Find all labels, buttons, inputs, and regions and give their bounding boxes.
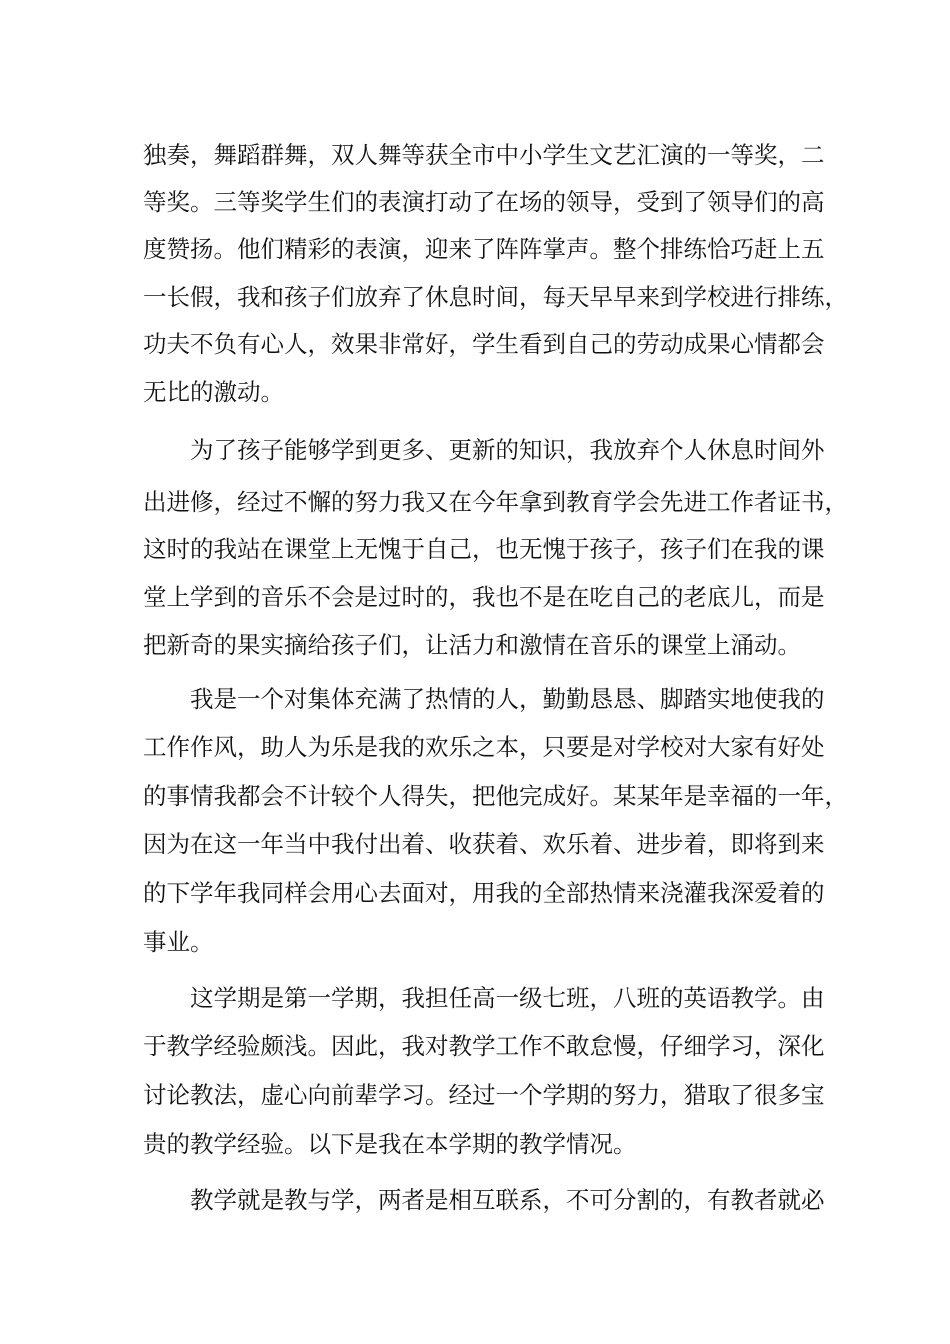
paragraph-first-line: 教学就是教与学，两者是相互联系，不可分割的，有教者就必 [190, 1186, 825, 1214]
text-line: 独奏，舞蹈群舞，双人舞等获全市中小学生文艺汇演的一等奖，二 [143, 141, 825, 169]
text-line: 事业。 [143, 928, 214, 956]
text-line: 一长假，我和孩子们放弃了休息时间，每天早早来到学校进行排练， [143, 283, 848, 311]
text-line: 于教学经验颇浅。因此，我对教学工作不敢怠慢，仔细学习，深化 [143, 1032, 825, 1060]
text-line: 的下学年我同样会用心去面对，用我的全部热情来浇灌我深爱着的 [143, 879, 825, 907]
paragraph-first-line: 为了孩子能够学到更多、更新的知识，我放弃个人休息时间外 [190, 436, 825, 464]
text-line: 度赞扬。他们精彩的表演，迎来了阵阵掌声。整个排练恰巧赶上五 [143, 235, 825, 263]
text-line: 出进修，经过不懈的努力我又在今年拿到教育学会先进工作者证书， [143, 488, 848, 516]
text-line: 工作作风，助人为乐是我的欢乐之本，只要是对学校对大家有好处 [143, 733, 825, 761]
text-line: 无比的激动。 [143, 378, 284, 406]
text-line: 把新奇的果实摘给孩子们，让活力和激情在音乐的课堂上涌动。 [143, 631, 801, 659]
paragraph-first-line: 这学期是第一学期，我担任高一级七班，八班的英语教学。由 [190, 984, 825, 1012]
text-line: 等奖。三等奖学生们的表演打动了在场的领导，受到了领导们的高 [143, 188, 825, 216]
text-line: 堂上学到的音乐不会是过时的，我也不是在吃自己的老底儿，而是 [143, 583, 825, 611]
text-line: 这时的我站在课堂上无愧于自己，也无愧于孩子，孩子们在我的课 [143, 535, 825, 563]
text-line: 因为在这一年当中我付出着、收获着、欢乐着、进步着，即将到来 [143, 830, 825, 858]
paragraph-first-line: 我是一个对集体充满了热情的人，勤勤恳恳、脚踏实地使我的 [190, 685, 825, 713]
text-line: 贵的教学经验。以下是我在本学期的教学情况。 [143, 1130, 637, 1158]
text-line: 功夫不负有心人，效果非常好，学生看到自己的劳动成果心情都会 [143, 330, 825, 358]
text-line: 讨论教法，虚心向前辈学习。经过一个学期的努力，猎取了很多宝 [143, 1081, 825, 1109]
text-line: 的事情我都会不计较个人得失，把他完成好。某某年是幸福的一年， [143, 782, 848, 810]
